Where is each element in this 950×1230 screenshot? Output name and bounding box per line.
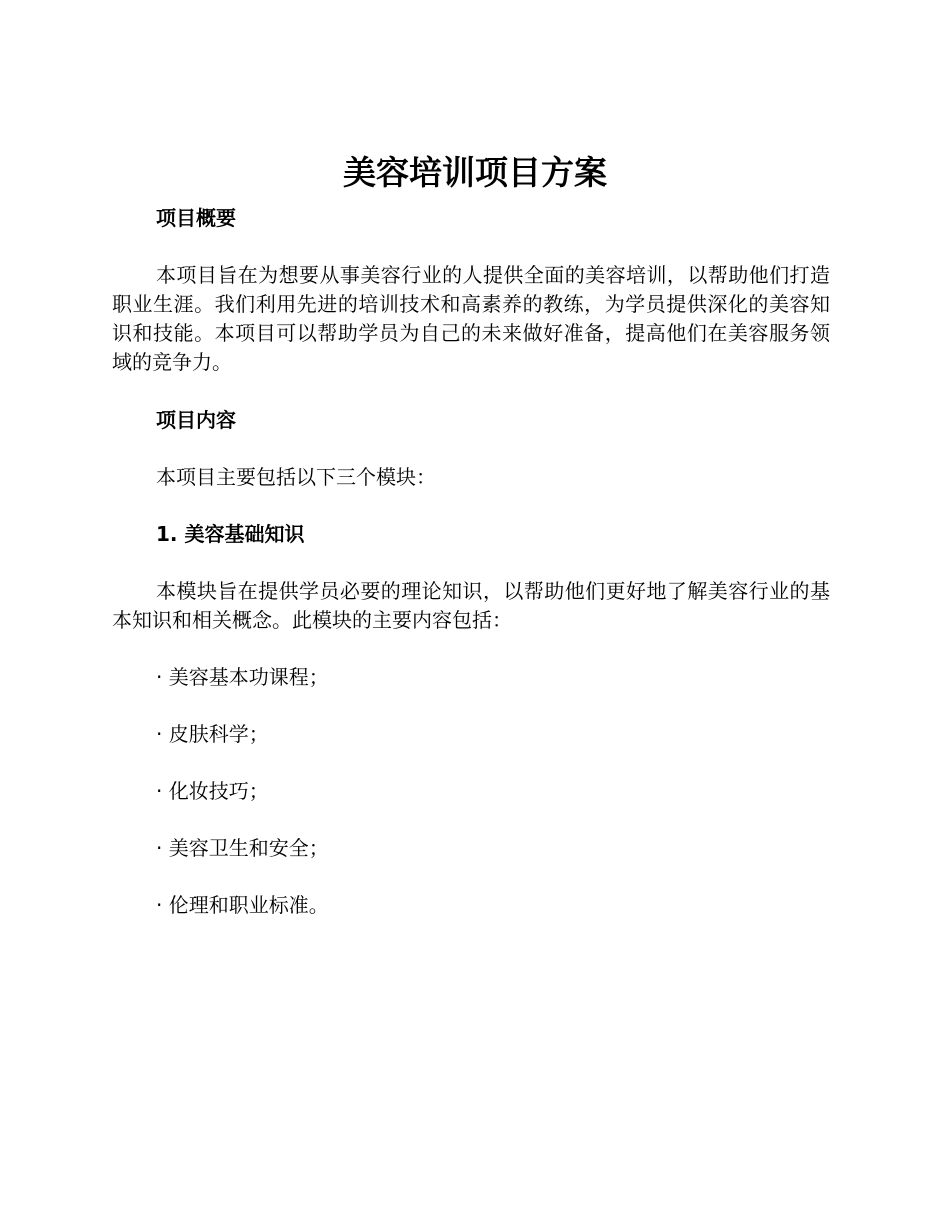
list-item: · 美容卫生和安全；: [156, 836, 329, 860]
module-1-list: [112, 663, 830, 920]
list-item: · 皮肤科学；: [156, 722, 269, 746]
module-1-heading: 1. 美容基础知识: [156, 522, 305, 546]
module-1-paragraph: 本模块旨在提供学员必要的理论知识，以帮助他们更好地了解美容行业的基本知识和相关概念。此模块的主要内容包括：: [112, 579, 830, 632]
section-heading-content: 项目内容: [156, 408, 236, 432]
overview-paragraph: 本项目旨在为想要从事美容行业的人提供全面的美容培训，以帮助他们打造职业生涯。我们利用先进的培训技术和高素养的教练，为学员提供深化的美容知识和技能。本项目可以帮助学员为自己的未来做好准备，提高他们在美容服务领域的竞争力。: [112, 263, 830, 374]
list-item: · 美容基本功课程；: [156, 665, 329, 689]
content-intro: 本项目主要包括以下三个模块：: [156, 465, 436, 489]
list-item: · 伦理和职业标准。: [156, 893, 329, 917]
list-item: · 化妆技巧；: [156, 779, 269, 803]
section-heading-overview: 项目概要: [156, 206, 236, 230]
document-body: [112, 204, 830, 920]
document-title: 美容培训项目方案: [343, 153, 607, 192]
